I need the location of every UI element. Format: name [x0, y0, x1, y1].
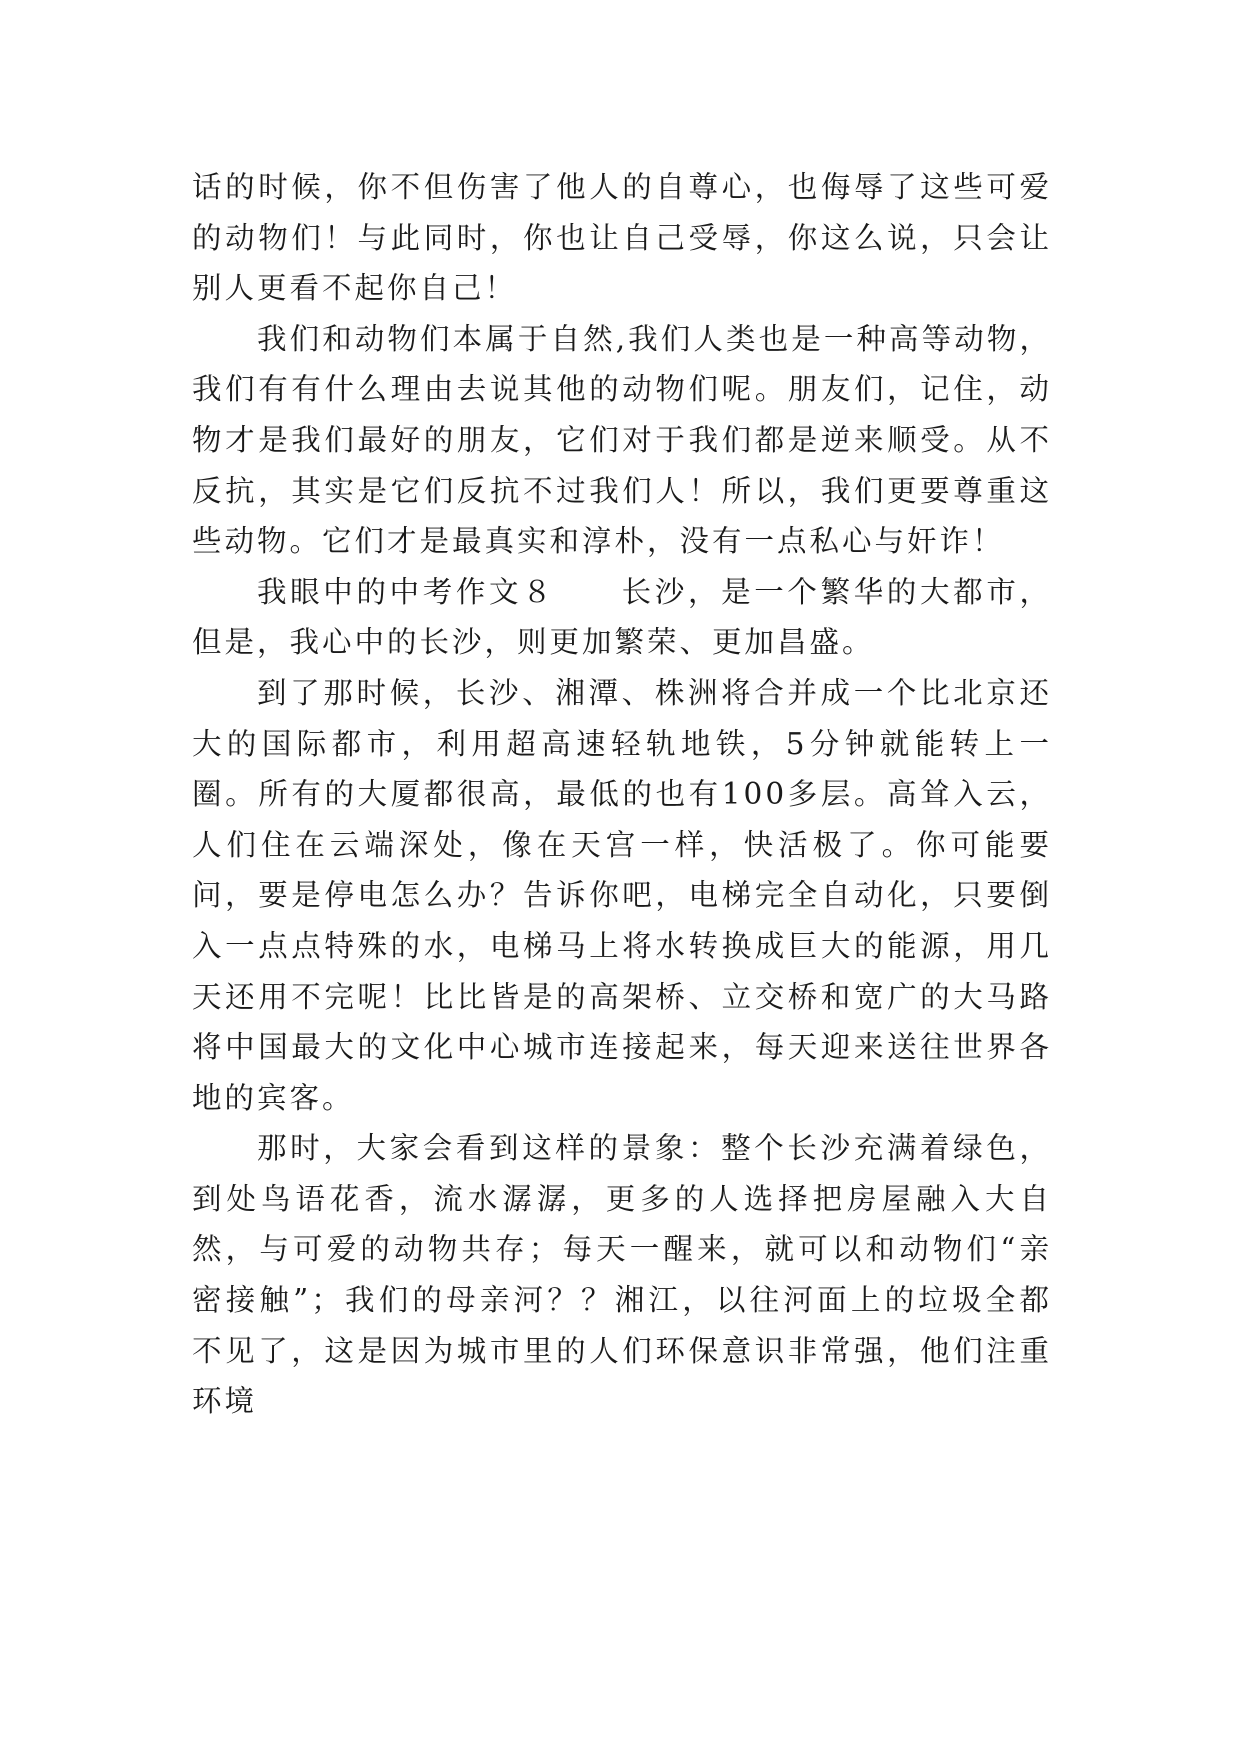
paragraph-future-city: 到了那时候，长沙、湘潭、株洲将合并成一个比北京还大的国际都市，利用超高速轻轨地铁，5分钟就能转上一圈。所有的大厦都很高，最低的也有100多层。高耸入云，人们住在云端深处，像在天宫一样，快活极了。你可能要问，要是停电怎么办？告诉你吧，电梯完全自动化，只要倒入一点点特殊的水，电梯马上将水转换成巨大的能源，用几天还用不完呢！比比皆是的高架桥、立交桥和宽广的大马路将中国最大的文化中心城市连接起来，每天迎来送往世界各地的宾客。 [192, 675, 1052, 1115]
paragraph-animals-nature: 我们和动物们本属于自然,我们人类也是一种高等动物，我们有有什么理由去说其他的动物们呢。朋友们，记住，动物才是我们最好的朋友，它们对于我们都是逆来顺受。从不反抗，其实是它们反抗不过我们人！所以，我们更要尊重这些动物。它们才是最真实和淳朴，没有一点私心与奸诈！ [192, 321, 1052, 559]
essay-body [192, 162, 1052, 1427]
paragraph-continued: 话的时候，你不但伤害了他人的自尊心，也侮辱了这些可爱的动物们！与此同时，你也让自己受辱，你这么说，只会让别人更看不起你自己！ [192, 170, 1052, 306]
paragraph-essay-8-intro: 我眼中的中考作文８ 长沙，是一个繁华的大都市，但是，我心中的长沙，则更加繁荣、更加昌盛。 [192, 574, 1052, 660]
paragraph-green-scene: 那时，大家会看到这样的景象：整个长沙充满着绿色，到处鸟语花香，流水潺潺，更多的人选择把房屋融入大自然，与可爱的动物共存；每天一醒来，就可以和动物们“亲密接触”；我们的母亲河？？湘江，以往河面上的垃圾全都不见了，这是因为城市里的人们环保意识非常强，他们注重环境 [192, 1131, 1052, 1419]
